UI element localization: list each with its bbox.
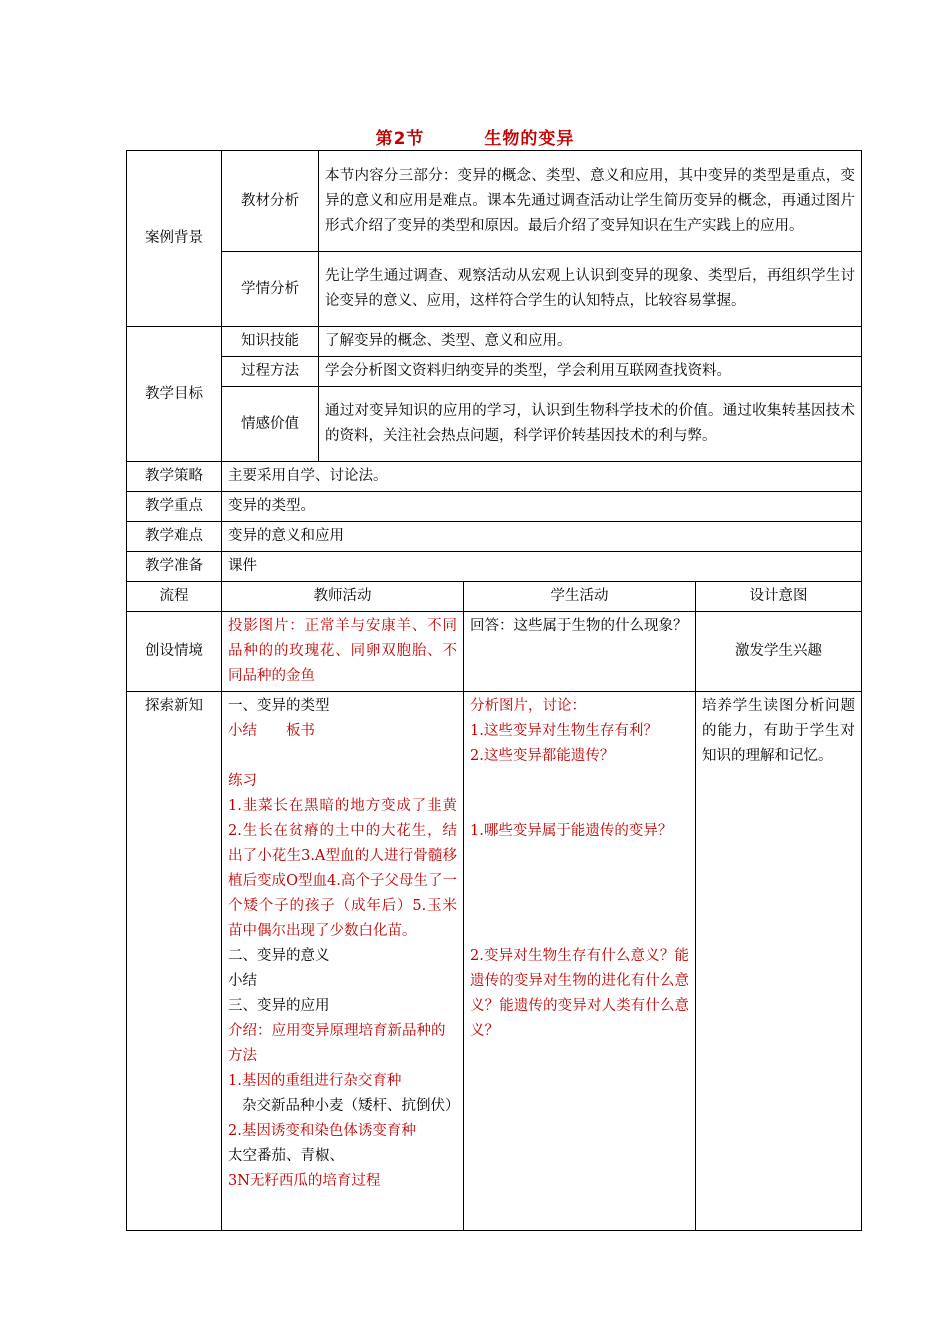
- teacher-line-type: 一、变异的类型: [228, 698, 330, 714]
- teacher-line-summary-2: 小结: [228, 973, 257, 989]
- header-student-activity: 学生活动: [464, 582, 696, 612]
- header-design-intent: 设计意图: [696, 582, 862, 612]
- lesson-plan-table: [126, 150, 862, 1231]
- spacer: [228, 744, 457, 769]
- section-number: 第2节: [375, 129, 425, 149]
- teacher-line-application: 三、变异的应用: [228, 998, 330, 1014]
- section-topic: 生物的变异: [484, 129, 575, 149]
- preparation-text: 课件: [222, 552, 862, 582]
- teacher-line-mutation: 2.基因诱变和染色体诱变育种: [228, 1123, 416, 1139]
- spacer: [470, 919, 689, 944]
- teaching-goals-label: 教学目标: [127, 327, 222, 462]
- row-preparation: [127, 552, 862, 582]
- row-knowledge: [127, 327, 862, 357]
- explore-flow-label: 探索新知: [127, 692, 222, 1231]
- teacher-line-summary: 小结 板书: [228, 723, 315, 739]
- emotion-value-text: 通过对变异知识的应用的学习，认识到生物科学技术的价值。通过收集转基因技术的资料，关注社会热点问题，科学评价转基因技术的利与弊。: [319, 387, 862, 462]
- spacer: [470, 894, 689, 919]
- spacer: [470, 794, 689, 819]
- row-textbook-analysis: [127, 151, 862, 252]
- row-key-point: [127, 492, 862, 522]
- knowledge-label: 知识技能: [222, 327, 319, 357]
- row-strategy: [127, 462, 862, 492]
- strategy-text: 主要采用自学、讨论法。: [222, 462, 862, 492]
- knowledge-text: 了解变异的概念、类型、意义和应用。: [319, 327, 862, 357]
- strategy-label: 教学策略: [127, 462, 222, 492]
- scene-flow-label: 创设情境: [127, 612, 222, 692]
- case-background-label: 案例背景: [127, 151, 222, 327]
- key-point-text: 变异的类型。: [222, 492, 862, 522]
- explore-student-activity: [464, 692, 696, 1231]
- row-process-header: [127, 582, 862, 612]
- row-difficulty: [127, 522, 862, 552]
- row-explore: [127, 692, 862, 1231]
- process-method-text: 学会分析图文资料归纳变异的类型，学会利用互联网查找资料。: [319, 357, 862, 387]
- scene-student-activity: 回答：这些属于生物的什么现象？: [464, 612, 696, 692]
- preparation-label: 教学准备: [127, 552, 222, 582]
- spacer: [470, 844, 689, 869]
- student-analysis-label: 学情分析: [222, 252, 319, 327]
- student-line-q3: 1.哪些变异属于能遗传的变异？: [470, 823, 673, 839]
- row-student-analysis: [127, 252, 862, 327]
- student-line-q2: 2.这些变异都能遗传？: [470, 748, 615, 764]
- emotion-value-label: 情感价值: [222, 387, 319, 462]
- teacher-line-exercise-items: 1.韭菜长在黑暗的地方变成了韭黄2.生长在贫瘠的土中的大花生，结出了小花生3.A型血的人进行骨髓移植后变成O型血4.高个子父母生了一个矮个子的孩子（成年后）5.玉米苗中偶尔出现了少数白化苗。: [228, 798, 457, 939]
- teacher-line-exercise-title: 练习: [228, 773, 257, 789]
- textbook-analysis-label: 教材分析: [222, 151, 319, 252]
- student-line-q1: 1.这些变异对生物生存有利？: [470, 723, 658, 739]
- explore-teacher-activity: [222, 692, 464, 1231]
- student-line-analyze: 分析图片，讨论：: [470, 698, 586, 714]
- process-method-label: 过程方法: [222, 357, 319, 387]
- student-analysis-text: 先让学生通过调查、观察活动从宏观上认识到变异的现象、类型后，再组织学生讨论变异的意义、应用，这样符合学生的认知特点，比较容易掌握。: [319, 252, 862, 327]
- explore-design-intent: 培养学生读图分析问题的能力，有助于学生对知识的理解和记忆。: [696, 692, 862, 1231]
- scene-design-intent: 激发学生兴趣: [696, 612, 862, 692]
- row-scene: [127, 612, 862, 692]
- spacer: [470, 769, 689, 794]
- teacher-line-wheat: 杂交新品种小麦（矮杆、抗倒伏）: [242, 1098, 460, 1114]
- page-title: [0, 124, 950, 149]
- spacer: [470, 869, 689, 894]
- student-line-q4: 2.变异对生物生存有什么意义？能遗传的变异对生物的进化有什么意义？能遗传的变异对人类有什么意义？: [470, 948, 689, 1039]
- row-process-method: [127, 357, 862, 387]
- difficulty-text: 变异的意义和应用: [222, 522, 862, 552]
- teacher-line-hybrid: 1.基因的重组进行杂交育种: [228, 1073, 402, 1089]
- header-teacher-activity: 教师活动: [222, 582, 464, 612]
- difficulty-label: 教学难点: [127, 522, 222, 552]
- scene-teacher-activity: 投影图片：正常羊与安康羊、不同品种的的玫瑰花、同卵双胞胎、不同品种的金鱼: [222, 612, 464, 692]
- header-flow: 流程: [127, 582, 222, 612]
- textbook-analysis-text: 本节内容分三部分：变异的概念、类型、意义和应用，其中变异的类型是重点，变异的意义和应用是难点。课本先通过调查活动让学生简历变异的概念，再通过图片形式介绍了变异的类型和原因。最后介绍了变异知识在生产实践上的应用。: [319, 151, 862, 252]
- teacher-line-space-crops: 太空番茄、青椒、: [228, 1148, 344, 1164]
- row-emotion-value: [127, 387, 862, 462]
- teacher-line-watermelon: 3N无籽西瓜的培育过程: [228, 1173, 381, 1189]
- teacher-line-significance: 二、变异的意义: [228, 948, 330, 964]
- key-point-label: 教学重点: [127, 492, 222, 522]
- teacher-line-introduce: 介绍：应用变异原理培育新品种的方法: [228, 1023, 446, 1064]
